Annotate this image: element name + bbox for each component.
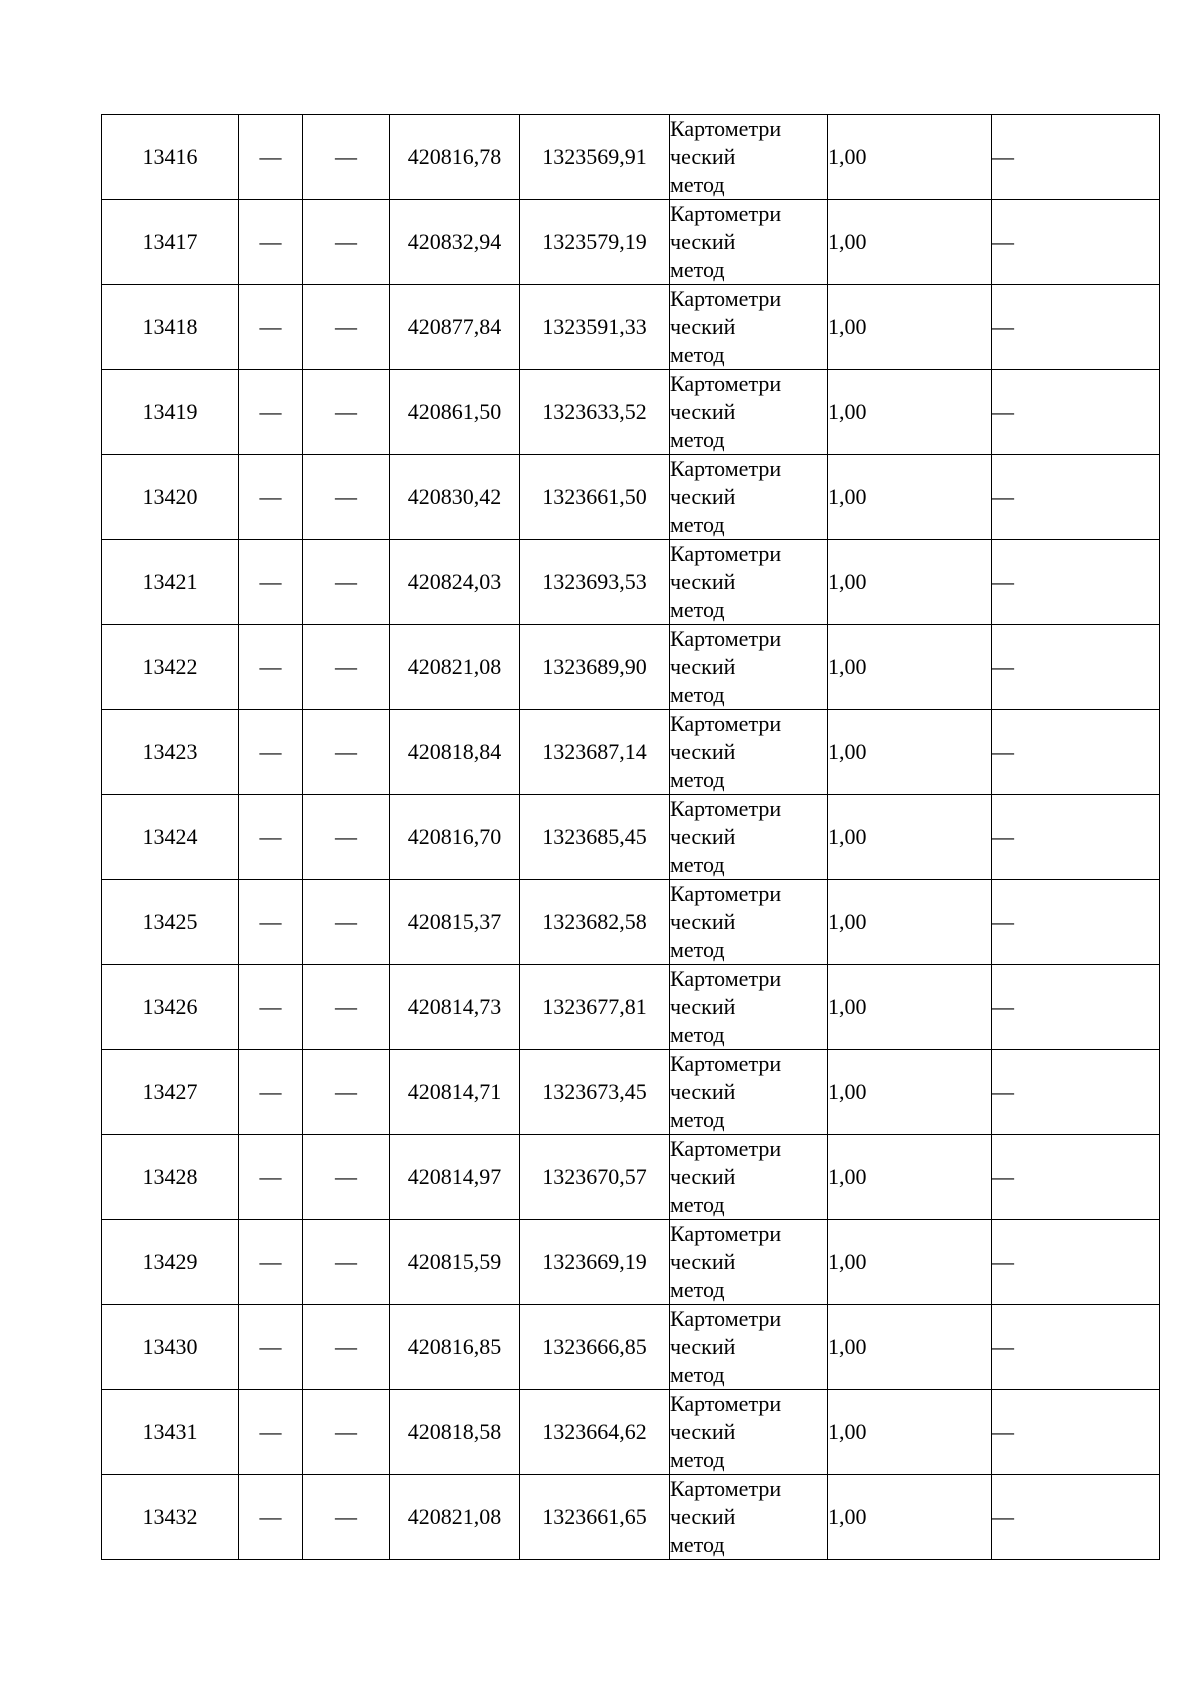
method-text-line: Картометри (670, 1136, 782, 1161)
method-text-line: ческий (670, 909, 736, 934)
method-text-line: ческий (670, 1079, 736, 1104)
method-text-line: метод (670, 597, 725, 622)
empty-column-cell: — (303, 1390, 390, 1475)
empty-column-cell: — (239, 200, 303, 285)
method-text-line: ческий (670, 399, 736, 424)
point-number-cell: 13424 (102, 795, 239, 880)
method-cell (670, 965, 828, 1050)
empty-column-cell: — (239, 115, 303, 200)
x-coordinate-cell: 420832,94 (390, 200, 520, 285)
empty-column-cell: — (239, 540, 303, 625)
method-cell (670, 1305, 828, 1390)
x-coordinate-cell: 420818,58 (390, 1390, 520, 1475)
method-text-line: метод (670, 1277, 725, 1302)
method-text-line: метод (670, 1107, 725, 1132)
point-number-cell: 13423 (102, 710, 239, 795)
empty-column-cell: — (239, 965, 303, 1050)
x-coordinate-cell: 420818,84 (390, 710, 520, 795)
accuracy-cell: 1,00 (828, 965, 992, 1050)
method-text-line: Картометри (670, 796, 782, 821)
point-number-cell: 13429 (102, 1220, 239, 1305)
table-row (102, 1475, 1160, 1560)
table-row (102, 1135, 1160, 1220)
empty-column-cell: — (303, 200, 390, 285)
method-text-line: ческий (670, 654, 736, 679)
accuracy-cell: 1,00 (828, 285, 992, 370)
coordinates-table (101, 114, 1160, 1560)
x-coordinate-cell: 420830,42 (390, 455, 520, 540)
table-row (102, 455, 1160, 540)
method-text-line: Картометри (670, 541, 782, 566)
method-text-line: Картометри (670, 116, 782, 141)
accuracy-cell: 1,00 (828, 710, 992, 795)
accuracy-cell: 1,00 (828, 1305, 992, 1390)
method-text-line: метод (670, 427, 725, 452)
method-cell (670, 710, 828, 795)
method-text-line: ческий (670, 739, 736, 764)
table-row (102, 625, 1160, 710)
method-text-line: ческий (670, 144, 736, 169)
accuracy-cell: 1,00 (828, 1475, 992, 1560)
table-row (102, 1050, 1160, 1135)
method-text-line: Картометри (670, 1476, 782, 1501)
description-cell: — (992, 1305, 1160, 1390)
method-text-line: Картометри (670, 286, 782, 311)
table-row (102, 285, 1160, 370)
point-number-cell: 13432 (102, 1475, 239, 1560)
empty-column-cell: — (239, 285, 303, 370)
accuracy-cell: 1,00 (828, 625, 992, 710)
y-coordinate-cell: 1323693,53 (520, 540, 670, 625)
y-coordinate-cell: 1323687,14 (520, 710, 670, 795)
method-text-line: метод (670, 342, 725, 367)
table-row (102, 200, 1160, 285)
x-coordinate-cell: 420821,08 (390, 1475, 520, 1560)
table-row (102, 710, 1160, 795)
table-row (102, 880, 1160, 965)
x-coordinate-cell: 420816,78 (390, 115, 520, 200)
method-cell (670, 1475, 828, 1560)
description-cell: — (992, 115, 1160, 200)
point-number-cell: 13417 (102, 200, 239, 285)
accuracy-cell: 1,00 (828, 540, 992, 625)
y-coordinate-cell: 1323579,19 (520, 200, 670, 285)
method-text-line: метод (670, 172, 725, 197)
empty-column-cell: — (303, 455, 390, 540)
x-coordinate-cell: 420821,08 (390, 625, 520, 710)
method-text-line: Картометри (670, 1391, 782, 1416)
method-text-line: ческий (670, 1164, 736, 1189)
coordinates-table-body (102, 115, 1160, 1560)
method-text-line: Картометри (670, 201, 782, 226)
empty-column-cell: — (239, 455, 303, 540)
method-cell (670, 1135, 828, 1220)
method-text-line: Картометри (670, 966, 782, 991)
table-row (102, 1220, 1160, 1305)
method-text-line: метод (670, 1022, 725, 1047)
method-text-line: ческий (670, 994, 736, 1019)
method-text-line: ческий (670, 484, 736, 509)
y-coordinate-cell: 1323670,57 (520, 1135, 670, 1220)
method-text-line: Картометри (670, 1306, 782, 1331)
method-text-line: метод (670, 852, 725, 877)
method-text-line: метод (670, 1447, 725, 1472)
method-cell (670, 1050, 828, 1135)
method-text-line: ческий (670, 229, 736, 254)
description-cell: — (992, 795, 1160, 880)
x-coordinate-cell: 420814,71 (390, 1050, 520, 1135)
method-cell (670, 370, 828, 455)
description-cell: — (992, 710, 1160, 795)
x-coordinate-cell: 420814,73 (390, 965, 520, 1050)
point-number-cell: 13426 (102, 965, 239, 1050)
method-cell (670, 795, 828, 880)
accuracy-cell: 1,00 (828, 1050, 992, 1135)
method-cell (670, 455, 828, 540)
empty-column-cell: — (239, 1305, 303, 1390)
empty-column-cell: — (239, 1135, 303, 1220)
method-text-line: метод (670, 767, 725, 792)
method-text-line: метод (670, 937, 725, 962)
accuracy-cell: 1,00 (828, 115, 992, 200)
method-text-line: ческий (670, 1334, 736, 1359)
accuracy-cell: 1,00 (828, 200, 992, 285)
description-cell: — (992, 455, 1160, 540)
y-coordinate-cell: 1323677,81 (520, 965, 670, 1050)
empty-column-cell: — (303, 370, 390, 455)
point-number-cell: 13430 (102, 1305, 239, 1390)
description-cell: — (992, 370, 1160, 455)
description-cell: — (992, 1135, 1160, 1220)
method-cell (670, 1390, 828, 1475)
empty-column-cell: — (303, 115, 390, 200)
point-number-cell: 13428 (102, 1135, 239, 1220)
method-text-line: ческий (670, 569, 736, 594)
method-text-line: Картометри (670, 626, 782, 651)
method-text-line: метод (670, 512, 725, 537)
accuracy-cell: 1,00 (828, 880, 992, 965)
point-number-cell: 13416 (102, 115, 239, 200)
point-number-cell: 13419 (102, 370, 239, 455)
x-coordinate-cell: 420815,59 (390, 1220, 520, 1305)
description-cell: — (992, 625, 1160, 710)
point-number-cell: 13418 (102, 285, 239, 370)
empty-column-cell: — (239, 1050, 303, 1135)
point-number-cell: 13425 (102, 880, 239, 965)
empty-column-cell: — (303, 710, 390, 795)
y-coordinate-cell: 1323669,19 (520, 1220, 670, 1305)
method-text-line: Картометри (670, 711, 782, 736)
empty-column-cell: — (303, 965, 390, 1050)
empty-column-cell: — (239, 1390, 303, 1475)
x-coordinate-cell: 420816,85 (390, 1305, 520, 1390)
table-row (102, 1390, 1160, 1475)
empty-column-cell: — (239, 880, 303, 965)
accuracy-cell: 1,00 (828, 795, 992, 880)
y-coordinate-cell: 1323591,33 (520, 285, 670, 370)
y-coordinate-cell: 1323689,90 (520, 625, 670, 710)
method-cell (670, 200, 828, 285)
method-text-line: ческий (670, 824, 736, 849)
description-cell: — (992, 1475, 1160, 1560)
description-cell: — (992, 880, 1160, 965)
empty-column-cell: — (303, 1220, 390, 1305)
method-cell (670, 880, 828, 965)
empty-column-cell: — (303, 1135, 390, 1220)
y-coordinate-cell: 1323685,45 (520, 795, 670, 880)
method-text-line: метод (670, 257, 725, 282)
method-text-line: Картометри (670, 371, 782, 396)
y-coordinate-cell: 1323673,45 (520, 1050, 670, 1135)
empty-column-cell: — (239, 1475, 303, 1560)
accuracy-cell: 1,00 (828, 1135, 992, 1220)
method-text-line: Картометри (670, 456, 782, 481)
empty-column-cell: — (239, 1220, 303, 1305)
empty-column-cell: — (303, 625, 390, 710)
empty-column-cell: — (303, 880, 390, 965)
empty-column-cell: — (239, 795, 303, 880)
description-cell: — (992, 1220, 1160, 1305)
method-cell (670, 115, 828, 200)
method-cell (670, 625, 828, 710)
method-text-line: метод (670, 1192, 725, 1217)
method-text-line: метод (670, 1532, 725, 1557)
method-cell (670, 1220, 828, 1305)
table-row (102, 965, 1160, 1050)
empty-column-cell: — (239, 710, 303, 795)
method-cell (670, 285, 828, 370)
x-coordinate-cell: 420824,03 (390, 540, 520, 625)
point-number-cell: 13421 (102, 540, 239, 625)
method-text-line: ческий (670, 1419, 736, 1444)
table-row (102, 1305, 1160, 1390)
empty-column-cell: — (303, 1475, 390, 1560)
table-row (102, 115, 1160, 200)
y-coordinate-cell: 1323661,65 (520, 1475, 670, 1560)
description-cell: — (992, 285, 1160, 370)
point-number-cell: 13420 (102, 455, 239, 540)
method-text-line: метод (670, 682, 725, 707)
accuracy-cell: 1,00 (828, 370, 992, 455)
method-text-line: ческий (670, 1504, 736, 1529)
x-coordinate-cell: 420877,84 (390, 285, 520, 370)
y-coordinate-cell: 1323664,62 (520, 1390, 670, 1475)
point-number-cell: 13427 (102, 1050, 239, 1135)
table-row (102, 370, 1160, 455)
method-cell (670, 540, 828, 625)
x-coordinate-cell: 420814,97 (390, 1135, 520, 1220)
method-text-line: Картометри (670, 1221, 782, 1246)
description-cell: — (992, 200, 1160, 285)
point-number-cell: 13431 (102, 1390, 239, 1475)
empty-column-cell: — (303, 795, 390, 880)
empty-column-cell: — (303, 1050, 390, 1135)
description-cell: — (992, 1390, 1160, 1475)
empty-column-cell: — (303, 285, 390, 370)
accuracy-cell: 1,00 (828, 1390, 992, 1475)
x-coordinate-cell: 420816,70 (390, 795, 520, 880)
table-row (102, 795, 1160, 880)
description-cell: — (992, 1050, 1160, 1135)
y-coordinate-cell: 1323661,50 (520, 455, 670, 540)
method-text-line: Картометри (670, 1051, 782, 1076)
point-number-cell: 13422 (102, 625, 239, 710)
x-coordinate-cell: 420815,37 (390, 880, 520, 965)
y-coordinate-cell: 1323569,91 (520, 115, 670, 200)
description-cell: — (992, 965, 1160, 1050)
method-text-line: метод (670, 1362, 725, 1387)
method-text-line: ческий (670, 1249, 736, 1274)
y-coordinate-cell: 1323666,85 (520, 1305, 670, 1390)
empty-column-cell: — (239, 370, 303, 455)
table-row (102, 540, 1160, 625)
empty-column-cell: — (303, 1305, 390, 1390)
method-text-line: Картометри (670, 881, 782, 906)
empty-column-cell: — (303, 540, 390, 625)
accuracy-cell: 1,00 (828, 1220, 992, 1305)
y-coordinate-cell: 1323633,52 (520, 370, 670, 455)
method-text-line: ческий (670, 314, 736, 339)
description-cell: — (992, 540, 1160, 625)
empty-column-cell: — (239, 625, 303, 710)
y-coordinate-cell: 1323682,58 (520, 880, 670, 965)
accuracy-cell: 1,00 (828, 455, 992, 540)
x-coordinate-cell: 420861,50 (390, 370, 520, 455)
